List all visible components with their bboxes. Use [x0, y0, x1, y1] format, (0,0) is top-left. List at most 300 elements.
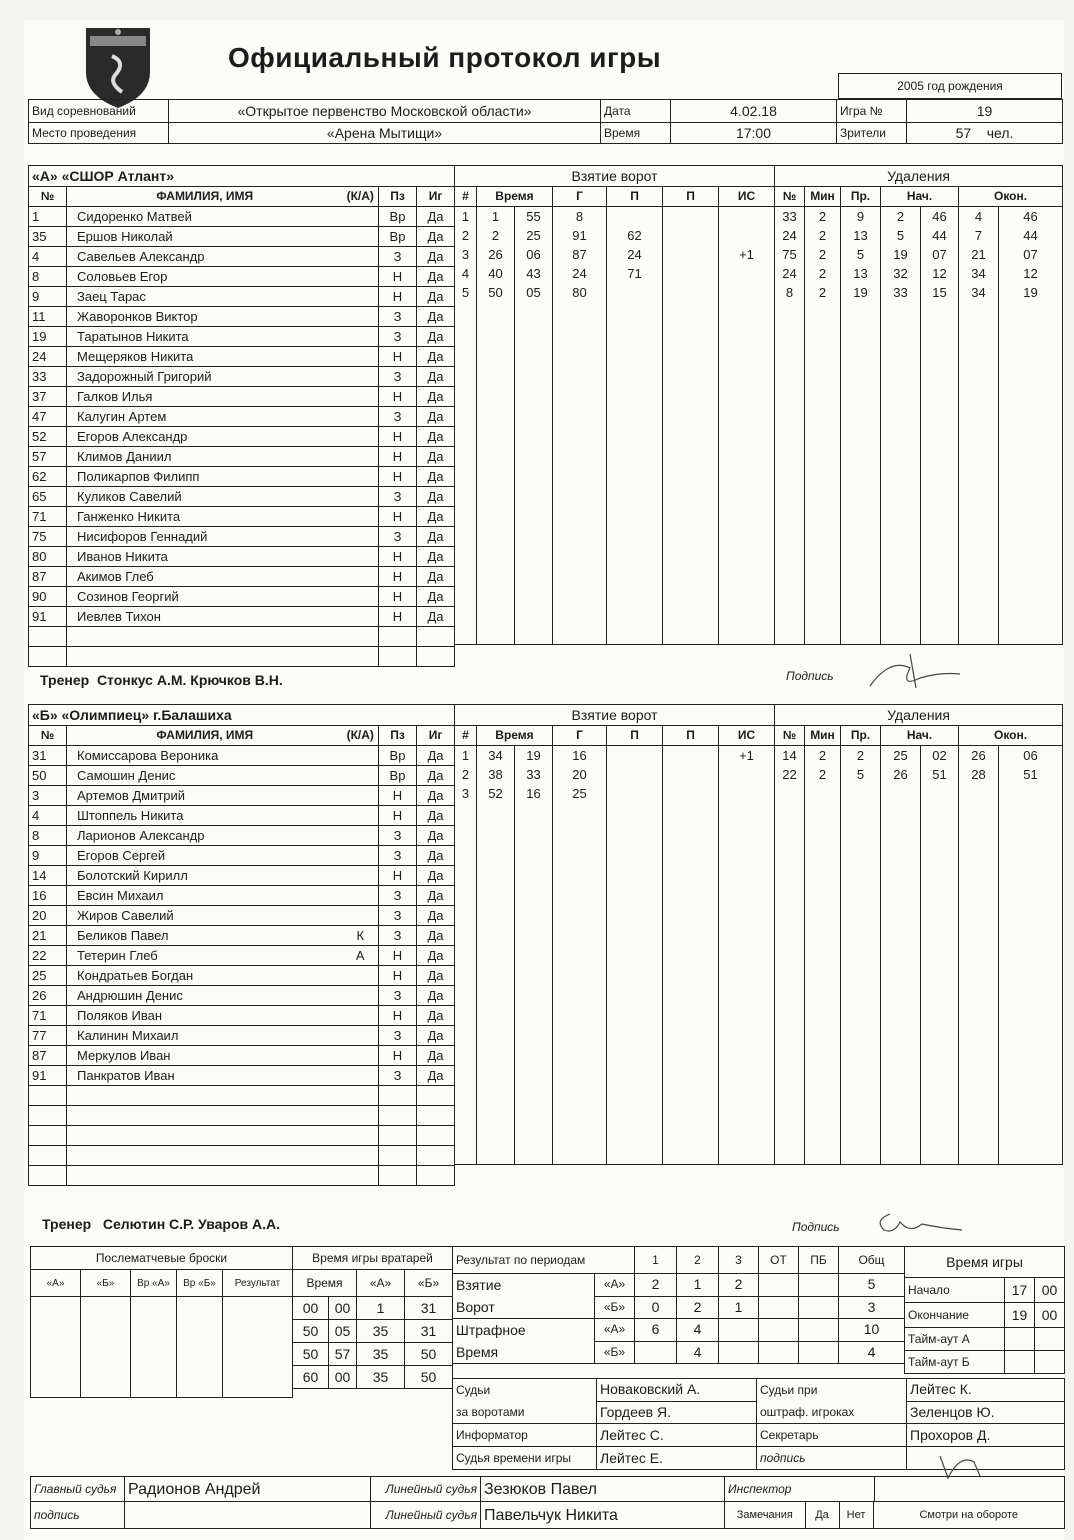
- pen-end-sec: [999, 1126, 1063, 1145]
- goal-is: [719, 1145, 775, 1165]
- table-row: [29, 627, 455, 647]
- table-row: [455, 784, 775, 803]
- goal-is: [719, 549, 775, 568]
- goal-scorer: [553, 492, 607, 511]
- goal-assist1: [607, 416, 663, 435]
- goal-assist1: [607, 955, 663, 974]
- pen-start-min: [881, 1145, 921, 1165]
- player-position: З: [379, 1066, 417, 1086]
- team-b-roster: [28, 704, 455, 1186]
- goals-team-b-label: «Б»: [595, 1296, 635, 1319]
- penalties-title: Удаления: [775, 705, 1063, 726]
- player-ka: [343, 1026, 379, 1046]
- pim-word2: Время: [453, 1341, 595, 1364]
- table-row: [775, 359, 1063, 378]
- goal-second: [515, 340, 553, 359]
- pen-end-sec: 06: [999, 746, 1063, 766]
- pen-minutes: [805, 974, 841, 993]
- goal-scorer: [553, 587, 607, 606]
- table-row: [29, 567, 455, 587]
- table-row: [455, 359, 775, 378]
- goal-number: [455, 1031, 477, 1050]
- goal-number: 3: [455, 784, 477, 803]
- period-col-4: ПБ: [799, 1247, 839, 1274]
- player-position: Вр: [379, 766, 417, 786]
- table-row: [775, 1088, 1063, 1107]
- player-ka: [343, 986, 379, 1006]
- table-row: [775, 587, 1063, 606]
- pen-start-sec: [921, 606, 959, 625]
- player-played: Да: [417, 567, 455, 587]
- player-position: Н: [379, 946, 417, 966]
- goal-scorer: [553, 454, 607, 473]
- col-scorer: Г: [553, 187, 607, 207]
- pen-end-sec: 44: [999, 226, 1063, 245]
- goal-second: [515, 1012, 553, 1031]
- pen-player: [775, 359, 805, 378]
- pen-end-min: 21: [959, 245, 999, 264]
- pen-end-min: [959, 473, 999, 492]
- goal-assist1: [607, 898, 663, 917]
- pen-start-min: [881, 511, 921, 530]
- pen-start-sec: [921, 1012, 959, 1031]
- goal-second: [515, 549, 553, 568]
- goal-assist2: [663, 454, 719, 473]
- gk-col-time: Время: [293, 1270, 357, 1297]
- goal-minute: [477, 321, 515, 340]
- table-row: [775, 264, 1063, 283]
- pen-reason: [841, 625, 881, 645]
- player-position: Н: [379, 347, 417, 367]
- player-position: Н: [379, 387, 417, 407]
- pen-start-sec: [921, 1031, 959, 1050]
- secretary-label: Секретарь: [757, 1424, 907, 1447]
- goal-assist1: [607, 207, 663, 227]
- col-pen-min: Мин: [805, 187, 841, 207]
- empty-cell: [29, 1146, 67, 1166]
- game-number: 19: [907, 100, 1063, 123]
- player-name: Заец Тарас: [67, 287, 343, 307]
- pen-start-min: [881, 587, 921, 606]
- goal-number: [455, 511, 477, 530]
- player-ka: [343, 766, 379, 786]
- goal-minute: [477, 1069, 515, 1088]
- goal-scorer: [553, 1050, 607, 1069]
- goal-assist1: [607, 784, 663, 803]
- shootouts-table: [30, 1246, 293, 1398]
- pen-start-sec: [921, 1088, 959, 1107]
- goal-assist1: [607, 822, 663, 841]
- goal-minute: [477, 803, 515, 822]
- goal-minute: [477, 1050, 515, 1069]
- table-row: [455, 530, 775, 549]
- goal-assist2: [663, 765, 719, 784]
- pen-start-min: [881, 879, 921, 898]
- goals-title: Взятие ворот: [455, 166, 775, 187]
- goal-is: [719, 765, 775, 784]
- shootouts-label: Послематчевые броски: [31, 1247, 293, 1270]
- goal-scorer: [553, 397, 607, 416]
- pen-start-sec: 15: [921, 283, 959, 302]
- team-a-coach: [40, 672, 283, 688]
- col-assist1: П: [607, 726, 663, 746]
- game-no-label: Игра №: [837, 100, 907, 123]
- goal-assist1: [607, 283, 663, 302]
- player-number: 87: [29, 1046, 67, 1066]
- goal-second: 25: [515, 226, 553, 245]
- goal-assist1: [607, 359, 663, 378]
- goal-minute: [477, 473, 515, 492]
- goal-second: [515, 879, 553, 898]
- pen-end-sec: [999, 568, 1063, 587]
- goal-scorer: [553, 993, 607, 1012]
- pen-minutes: [805, 549, 841, 568]
- pen-end-min: [959, 492, 999, 511]
- gk-minute: 50: [293, 1320, 329, 1343]
- shootout-col-1: «Б»: [81, 1270, 131, 1297]
- goal-assist1: [607, 1050, 663, 1069]
- empty-cell: [67, 647, 343, 667]
- pim-b-ot: [759, 1341, 799, 1364]
- goal-assist2: [663, 264, 719, 283]
- player-number: 11: [29, 307, 67, 327]
- table-row: [455, 1069, 775, 1088]
- pen-end-sec: [999, 1088, 1063, 1107]
- goal-minute: [477, 378, 515, 397]
- pen-minutes: 2: [805, 245, 841, 264]
- pen-minutes: [805, 803, 841, 822]
- player-name: Поликарпов Филипп: [67, 467, 343, 487]
- player-position: З: [379, 527, 417, 547]
- pen-start-min: [881, 784, 921, 803]
- pen-player: [775, 454, 805, 473]
- pen-end-min: [959, 321, 999, 340]
- end-minute: 00: [1035, 1303, 1065, 1328]
- player-position: Н: [379, 547, 417, 567]
- pen-start-sec: [921, 397, 959, 416]
- goal-scorer: 16: [553, 746, 607, 766]
- table-row: [455, 511, 775, 530]
- timekeeper-label: Судья времени игры: [453, 1447, 597, 1470]
- pen-reason: 13: [841, 226, 881, 245]
- player-ka: [343, 587, 379, 607]
- pen-player: [775, 974, 805, 993]
- table-row: [455, 435, 775, 454]
- pen-end-min: 34: [959, 264, 999, 283]
- player-name: Штоппель Никита: [67, 806, 343, 826]
- goal-number: [455, 860, 477, 879]
- pen-reason: 19: [841, 283, 881, 302]
- player-name: Климов Даниил: [67, 447, 343, 467]
- table-row: [455, 1012, 775, 1031]
- table-row: [29, 1146, 455, 1166]
- pen-start-min: [881, 1050, 921, 1069]
- goal-scorer: [553, 359, 607, 378]
- table-row: [29, 806, 455, 826]
- goal-assist1: [607, 1031, 663, 1050]
- pen-player: [775, 302, 805, 321]
- goal-judges-label2: за воротами: [453, 1401, 597, 1424]
- pen-start-sec: 44: [921, 226, 959, 245]
- table-row: [775, 473, 1063, 492]
- table-row: [455, 397, 775, 416]
- table-row: [775, 993, 1063, 1012]
- pen-start-min: [881, 606, 921, 625]
- pen-player: [775, 1145, 805, 1165]
- goal-assist1: [607, 378, 663, 397]
- pen-reason: [841, 606, 881, 625]
- periods-label: Результат по периодам: [453, 1247, 635, 1274]
- table-row: [293, 1343, 453, 1366]
- table-row: [775, 822, 1063, 841]
- goal-assist1: [607, 625, 663, 645]
- shootout-col-2: Вр «А»: [131, 1270, 177, 1297]
- pen-start-sec: [921, 492, 959, 511]
- pen-start-min: [881, 1012, 921, 1031]
- player-number: 65: [29, 487, 67, 507]
- col-played: Иг: [417, 726, 455, 746]
- empty-cell: [343, 1126, 379, 1146]
- pen-minutes: [805, 511, 841, 530]
- goal-number: [455, 606, 477, 625]
- table-row: [775, 378, 1063, 397]
- goal-assist2: [663, 283, 719, 302]
- table-row: [775, 530, 1063, 549]
- goal-scorer: [553, 917, 607, 936]
- pen-end-min: [959, 625, 999, 645]
- goal-assist2: [663, 917, 719, 936]
- table-row: [29, 427, 455, 447]
- pen-end-sec: [999, 917, 1063, 936]
- col-pen-reason: Пр.: [841, 726, 881, 746]
- table-row: [455, 860, 775, 879]
- pen-end-min: [959, 1145, 999, 1165]
- player-name: Самошин Денис: [67, 766, 343, 786]
- goal-number: [455, 435, 477, 454]
- goal-assist2: [663, 803, 719, 822]
- pen-end-min: [959, 1050, 999, 1069]
- pen-end-min: [959, 606, 999, 625]
- table-row: [775, 283, 1063, 302]
- period-col-0: 1: [635, 1247, 677, 1274]
- goal-scorer: [553, 302, 607, 321]
- player-name: Таратынов Никита: [67, 327, 343, 347]
- empty-cell: [379, 1106, 417, 1126]
- col-played: Иг: [417, 187, 455, 207]
- pen-end-sec: [999, 1012, 1063, 1031]
- pen-end-min: [959, 1088, 999, 1107]
- pen-reason: [841, 1069, 881, 1088]
- goal-number: 2: [455, 765, 477, 784]
- player-played: Да: [417, 607, 455, 627]
- pen-start-min: [881, 917, 921, 936]
- goal-second: [515, 416, 553, 435]
- pen-end-sec: [999, 1050, 1063, 1069]
- header-table: [28, 99, 1063, 144]
- player-played: Да: [417, 866, 455, 886]
- goal-minute: 26: [477, 245, 515, 264]
- table-row: [29, 1066, 455, 1086]
- goal-second: [515, 1031, 553, 1050]
- pen-minutes: [805, 1012, 841, 1031]
- goal-assist1: [607, 1088, 663, 1107]
- pen-reason: [841, 321, 881, 340]
- goal-second: [515, 1126, 553, 1145]
- goal-second: [515, 898, 553, 917]
- goal-is: [719, 822, 775, 841]
- goal-assist1: [607, 746, 663, 766]
- goal-assist2: [663, 822, 719, 841]
- goal-is: [719, 1031, 775, 1050]
- pen-end-sec: [999, 974, 1063, 993]
- player-position: Н: [379, 427, 417, 447]
- table-row: [775, 1012, 1063, 1031]
- col-pen-start: Нач.: [881, 187, 959, 207]
- pen-start-sec: [921, 302, 959, 321]
- goal-scorer: [553, 898, 607, 917]
- pen-reason: [841, 302, 881, 321]
- player-number: 25: [29, 966, 67, 986]
- table-row: [455, 226, 775, 245]
- gk-second: 05: [329, 1320, 357, 1343]
- pen-reason: [841, 936, 881, 955]
- player-ka: [343, 567, 379, 587]
- player-position: З: [379, 846, 417, 866]
- pen-player: [775, 803, 805, 822]
- pen-reason: [841, 784, 881, 803]
- pen-minutes: [805, 435, 841, 454]
- goal-assist2: [663, 1050, 719, 1069]
- pen-end-sec: [999, 549, 1063, 568]
- goals-b-p3: 1: [719, 1296, 759, 1319]
- pen-player: [775, 898, 805, 917]
- see-back-label: Смотри на обороте: [873, 1502, 1064, 1528]
- player-number: 47: [29, 407, 67, 427]
- goal-assist1: [607, 435, 663, 454]
- pen-end-min: [959, 1107, 999, 1126]
- end-hour: 19: [1005, 1303, 1035, 1328]
- goal-assist1: [607, 511, 663, 530]
- informer-label: Информатор: [453, 1424, 597, 1447]
- pen-start-sec: [921, 568, 959, 587]
- goal-assist2: [663, 841, 719, 860]
- empty-cell: [29, 647, 67, 667]
- pen-start-min: [881, 898, 921, 917]
- pen-end-min: 28: [959, 765, 999, 784]
- pen-minutes: [805, 568, 841, 587]
- team-b-title: «Б» «Олимпиец» г.Балашиха: [29, 705, 455, 726]
- goal-assist2: [663, 879, 719, 898]
- goal-is: +1: [719, 746, 775, 766]
- pen-minutes: [805, 936, 841, 955]
- table-row: [455, 746, 775, 766]
- empty-cell: [29, 1166, 67, 1186]
- pen-minutes: [805, 492, 841, 511]
- team-a-roster: [28, 165, 455, 667]
- goal-minute: [477, 974, 515, 993]
- pen-player: [775, 530, 805, 549]
- player-position: З: [379, 926, 417, 946]
- pen-end-sec: [999, 625, 1063, 645]
- player-played: Да: [417, 427, 455, 447]
- table-row: [29, 587, 455, 607]
- pen-end-min: 34: [959, 283, 999, 302]
- pen-reason: [841, 1126, 881, 1145]
- player-name: Куликов Савелий: [67, 487, 343, 507]
- pen-end-min: [959, 898, 999, 917]
- col-goal-no: #: [455, 726, 477, 746]
- period-col-3: ОТ: [759, 1247, 799, 1274]
- player-number: 4: [29, 247, 67, 267]
- player-played: Да: [417, 1066, 455, 1086]
- goal-assist1: [607, 549, 663, 568]
- goal-assist1: [607, 765, 663, 784]
- line-referee-label-1: Линейный судья: [371, 1477, 481, 1502]
- goal-judge-2: Гордеев Я.: [597, 1401, 757, 1424]
- pen-reason: [841, 1145, 881, 1165]
- pen-player: [775, 841, 805, 860]
- pen-reason: 5: [841, 765, 881, 784]
- player-ka: К: [343, 926, 379, 946]
- pen-start-min: 2: [881, 207, 921, 227]
- table-row: [29, 1126, 455, 1146]
- goal-is: [719, 416, 775, 435]
- player-position: З: [379, 407, 417, 427]
- goal-assist2: [663, 784, 719, 803]
- col-assist2: П: [663, 726, 719, 746]
- pim-a-p2: 4: [677, 1319, 719, 1342]
- pen-start-sec: [921, 860, 959, 879]
- goal-scorer: [553, 936, 607, 955]
- player-position: Н: [379, 1046, 417, 1066]
- table-row: [293, 1320, 453, 1343]
- table-row: [29, 926, 455, 946]
- player-number: 57: [29, 447, 67, 467]
- team-b-goals: [454, 704, 775, 1165]
- goal-number: [455, 530, 477, 549]
- goal-is: [719, 340, 775, 359]
- period-col-1: 2: [677, 1247, 719, 1274]
- pen-end-min: [959, 1126, 999, 1145]
- table-row: [455, 993, 775, 1012]
- secretary-name: Прохоров Д.: [907, 1424, 1065, 1447]
- goal-number: 3: [455, 245, 477, 264]
- pen-end-min: [959, 549, 999, 568]
- player-name: Задорожный Григорий: [67, 367, 343, 387]
- player-number: 4: [29, 806, 67, 826]
- pen-start-min: [881, 1031, 921, 1050]
- table-row: [29, 227, 455, 247]
- table-row: [775, 397, 1063, 416]
- player-ka: [343, 427, 379, 447]
- pen-end-sec: [999, 898, 1063, 917]
- table-row: [455, 245, 775, 264]
- goal-minute: [477, 841, 515, 860]
- player-number: 24: [29, 347, 67, 367]
- empty-cell: [379, 1166, 417, 1186]
- line-referee-1: Зезюков Павел: [481, 1477, 725, 1502]
- pim-team-b-label: «Б»: [595, 1341, 635, 1364]
- goal-assist1: [607, 1069, 663, 1088]
- goal-number: 2: [455, 226, 477, 245]
- player-number: 77: [29, 1026, 67, 1046]
- player-position: З: [379, 906, 417, 926]
- player-played: Да: [417, 746, 455, 766]
- goal-assist2: [663, 606, 719, 625]
- table-row: [775, 898, 1063, 917]
- pen-end-sec: [999, 860, 1063, 879]
- pen-player: [775, 879, 805, 898]
